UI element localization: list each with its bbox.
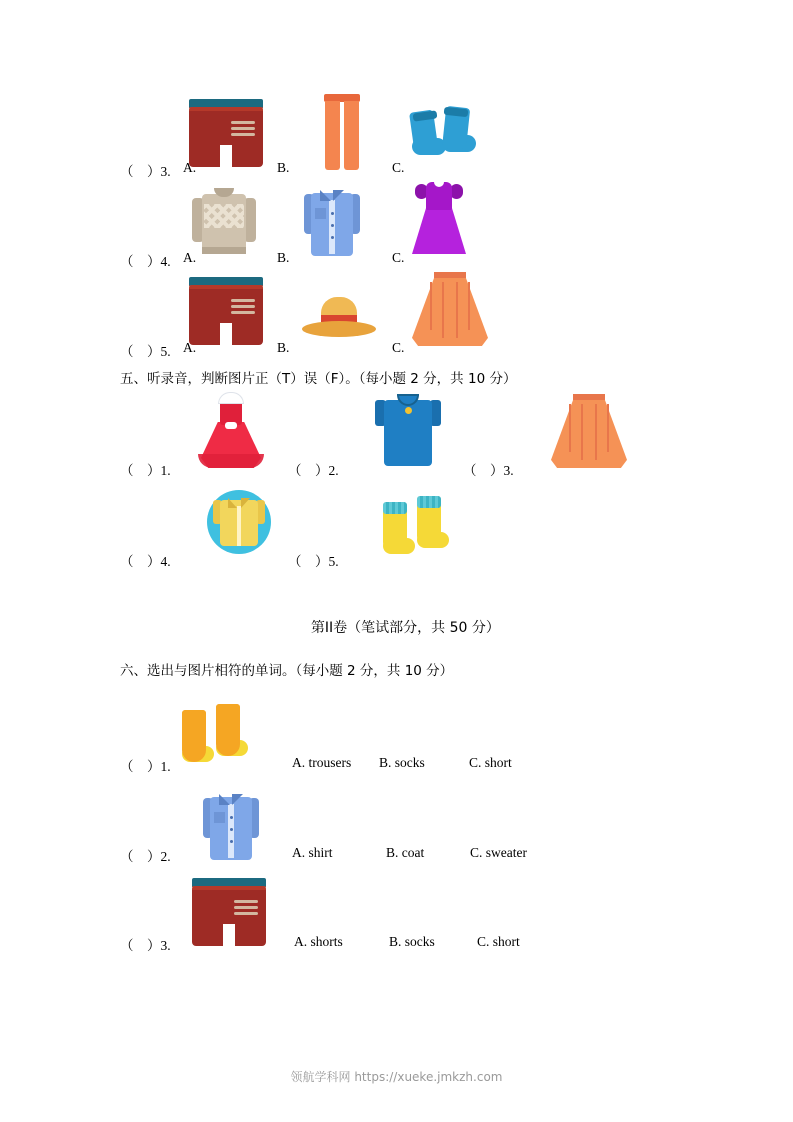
skirt-body <box>551 400 627 468</box>
answer-blank-q3[interactable]: （ ）3. <box>120 164 171 179</box>
answer-blank-q4[interactable]: （ ）4. <box>120 254 171 269</box>
sweater-hem <box>202 247 246 254</box>
option-label-q4-a: A. <box>183 250 197 265</box>
option-label-q5-b: B. <box>277 340 290 355</box>
shirt-placket <box>228 804 234 858</box>
image-dress-red-s5-1 <box>198 392 264 468</box>
shirt-collar-left <box>320 190 331 201</box>
word-option-s6-2-b[interactable]: B. coat <box>386 845 425 860</box>
shirt-button <box>331 224 334 227</box>
image-shorts-s6-3 <box>192 878 266 946</box>
shorts-highlight <box>189 107 263 111</box>
image-skirt-q5c <box>412 272 488 346</box>
shorts-detail-lines <box>231 121 255 137</box>
image-socks-blue-q3c <box>412 107 482 157</box>
shirt-collar-right <box>232 794 243 805</box>
shorts-leg-gap <box>220 323 232 345</box>
trousers-seam <box>341 104 343 168</box>
shirt-button <box>230 828 233 831</box>
image-badge-shirt-s5-4 <box>207 490 271 554</box>
skirt-pleat <box>468 282 470 330</box>
shirt-button <box>230 840 233 843</box>
shirt-collar-left <box>219 794 230 805</box>
answer-blank-s5-1[interactable]: （ ）1. <box>120 463 171 478</box>
word-option-s6-1-a[interactable]: A. trousers <box>292 755 352 770</box>
image-shorts-q5a <box>189 277 263 345</box>
shorts-leg-gap <box>220 145 232 167</box>
word-option-s6-1-c[interactable]: C. short <box>469 755 512 770</box>
shorts-highlight <box>189 285 263 289</box>
shirt-collar-left <box>228 498 237 508</box>
trousers-leg-left <box>325 101 340 170</box>
image-tshirt-s5-2 <box>375 394 441 466</box>
answer-blank-s5-4[interactable]: （ ）4. <box>120 554 171 569</box>
word-option-s6-1-b[interactable]: B. socks <box>379 755 425 770</box>
image-skirt-s5-3 <box>551 394 627 468</box>
answer-blank-s5-2[interactable]: （ ）2. <box>288 463 339 478</box>
shorts-detail-lines <box>234 900 258 916</box>
dress-collar <box>218 392 244 404</box>
volume-2-heading <box>0 601 793 653</box>
answer-blank-s5-5[interactable]: （ ）5. <box>288 554 339 569</box>
dress-frill <box>198 454 264 468</box>
image-dress-purple-q4c <box>412 182 466 254</box>
image-shirt-q4b <box>304 188 360 256</box>
image-shorts-q3a <box>189 99 263 167</box>
option-label-q3-a: A. <box>183 160 197 175</box>
skirt-pleat <box>607 404 609 452</box>
option-label-q5-a: A. <box>183 340 197 355</box>
shorts-leg-gap <box>223 924 235 946</box>
sock-cuff-b <box>216 704 240 716</box>
sock-cuff-a <box>383 502 407 514</box>
option-label-q4-c: C. <box>392 250 405 265</box>
skirt-pleat <box>581 404 583 460</box>
section-5-heading: 五、听录音，判断图片正（T）误（F）。（每小题 2 分，共 10 分） <box>120 371 517 387</box>
option-label-q3-c: C. <box>392 160 405 175</box>
shorts-highlight <box>192 886 266 890</box>
image-socks-yellow-s5-5 <box>383 492 453 556</box>
skirt-body <box>412 278 488 346</box>
tshirt-logo-dot <box>405 407 412 414</box>
sock-cuff-a <box>182 710 206 722</box>
shirt-pocket <box>315 208 326 219</box>
section-6-heading: 六、选出与图片相符的单词。（每小题 2 分，共 10 分） <box>120 663 454 679</box>
dress-bow <box>225 422 237 429</box>
hat-brim <box>302 321 376 337</box>
dress-skirt <box>412 208 466 254</box>
shirt-button <box>230 816 233 819</box>
word-option-s6-3-a[interactable]: A. shorts <box>294 934 343 949</box>
image-socks-yellow-s6-1 <box>182 700 252 764</box>
image-sweater-q4a <box>192 188 256 254</box>
shirt-collar-right <box>241 498 250 508</box>
sweater-pattern <box>204 204 244 228</box>
word-option-s6-2-a[interactable]: A. shirt <box>292 845 333 860</box>
image-hat-q5b <box>302 297 376 337</box>
shorts-detail-lines <box>231 299 255 315</box>
shirt-button <box>331 212 334 215</box>
shirt-placket <box>237 506 241 546</box>
image-shirt-s6-2 <box>203 792 259 860</box>
skirt-pleat <box>442 282 444 338</box>
answer-blank-s6-2[interactable]: （ ）2. <box>120 849 171 864</box>
sock-cuff-b <box>417 496 441 508</box>
skirt-pleat <box>430 282 432 330</box>
option-label-q3-b: B. <box>277 160 290 175</box>
trousers-leg-right <box>344 101 359 170</box>
volume-2-text: 第II卷（笔试部分，共 50 分） <box>310 620 500 636</box>
shirt-placket <box>329 200 335 254</box>
shirt-button <box>331 236 334 239</box>
option-label-q4-b: B. <box>277 250 290 265</box>
shirt-pocket <box>214 812 225 823</box>
answer-blank-s6-3[interactable]: （ ）3. <box>120 938 171 953</box>
shirt-collar-right <box>333 190 344 201</box>
word-option-s6-2-c[interactable]: C. sweater <box>470 845 527 860</box>
word-option-s6-3-b[interactable]: B. socks <box>389 934 435 949</box>
skirt-pleat <box>569 404 571 452</box>
skirt-pleat <box>456 282 458 338</box>
answer-blank-s5-3[interactable]: （ ）3. <box>463 463 514 478</box>
image-trousers-q3b <box>324 94 360 170</box>
skirt-pleat <box>595 404 597 460</box>
page-footer-watermark: 领航学科网 https://xueke.jmkzh.com <box>290 1070 503 1084</box>
word-option-s6-3-c[interactable]: C. short <box>477 934 520 949</box>
answer-blank-q5[interactable]: （ ）5. <box>120 344 171 359</box>
option-label-q5-c: C. <box>392 340 405 355</box>
answer-blank-s6-1[interactable]: （ ）1. <box>120 759 171 774</box>
